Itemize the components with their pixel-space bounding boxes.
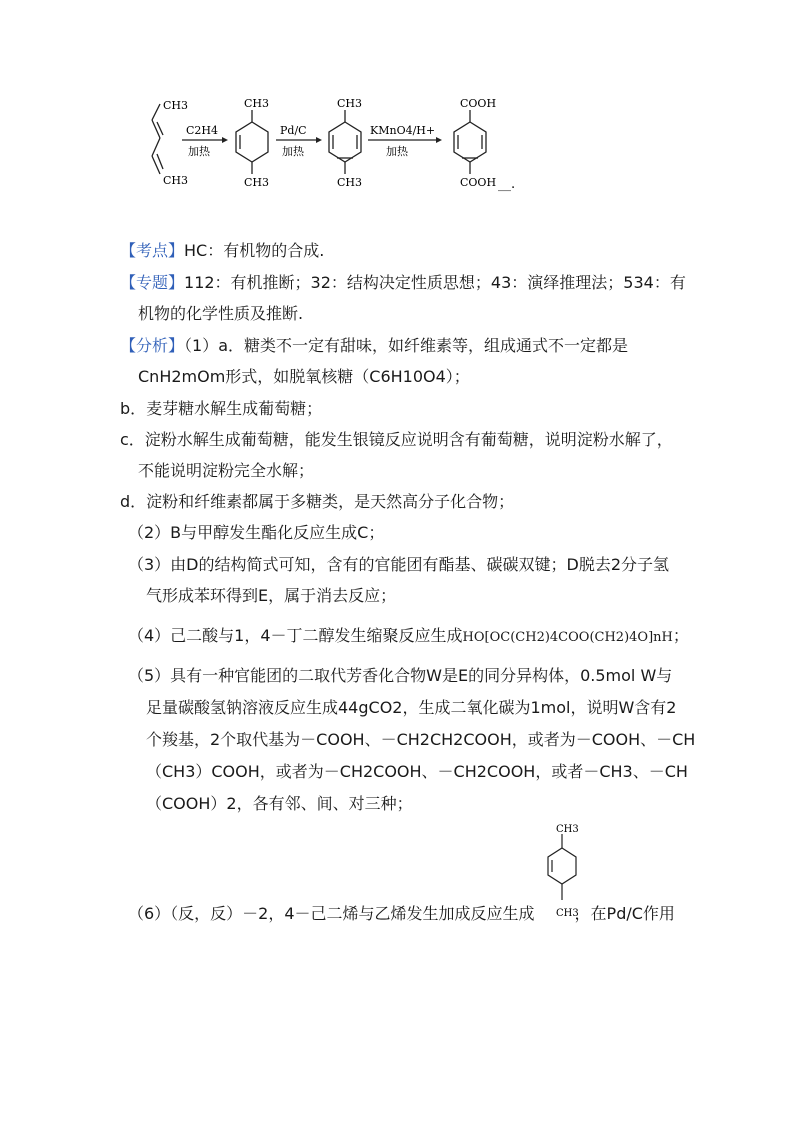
fenxi-p6-line [128, 903, 675, 925]
fenxi-tag: 【分析】 [120, 336, 185, 355]
arrow3-condition: 加热 [386, 145, 408, 158]
arrow3-reagent: KMnO4/H+ [370, 124, 436, 137]
scheme-end: __. [498, 177, 516, 192]
fenxi-line-a1 [120, 335, 628, 357]
polymer-formula: HO[OC(CH2)4COO(CH2)4O]nH [462, 630, 673, 645]
kaodian-text: HC：有机物的合成. [184, 241, 325, 260]
p6-mol-bottom-label: CH3 [556, 908, 579, 919]
kaodian-line [120, 240, 324, 262]
molecule-p-xylene [329, 110, 361, 174]
m2-bottom-label: CH3 [244, 176, 270, 189]
reaction-scheme [130, 92, 540, 202]
zhuanti-tag: 【专题】 [120, 273, 185, 292]
fenxi-d: d．淀粉和纤维素都属于多糖类，是天然高分子化合物； [120, 492, 515, 511]
fenxi-c2: 不能说明淀粉完全水解； [138, 461, 315, 480]
arrow2-condition: 加热 [282, 145, 304, 158]
molecule-cyclohexene [236, 110, 268, 174]
fenxi-p3b: 气形成苯环得到E，属于消去反应； [146, 586, 397, 605]
arrow1-reagent: C2H4 [186, 124, 219, 137]
fenxi-p3a: （3）由D的结构简式可知，含有的官能团有酯基、碳碳双键；D脱去2分子氢 [128, 555, 670, 574]
arrow1-condition: 加热 [188, 145, 210, 158]
p6-mol-top-label: CH3 [556, 824, 579, 835]
molecule-terephthalic-acid [454, 110, 486, 174]
m2-top-label: CH3 [244, 97, 270, 110]
fenxi-p5e: （COOH）2，各有邻、间、对三种； [146, 794, 413, 813]
zhuanti-text1: 112：有机推断；32：结构决定性质思想；43：演绎推理法；534：有 [184, 273, 686, 292]
m3-bottom-label: CH3 [337, 176, 363, 189]
m4-bottom-label: COOH [460, 176, 497, 189]
arrow2-reagent: Pd/C [280, 124, 307, 137]
m1-bottom-label: CH3 [163, 174, 189, 187]
fenxi-p2: （2）B与甲醇发生酯化反应生成C； [128, 523, 385, 542]
m1-top-label: CH3 [163, 99, 189, 112]
fenxi-c1: c．淀粉水解生成葡萄糖，能发生银镜反应说明含有葡萄糖，说明淀粉水解了， [120, 430, 673, 449]
fenxi-p5b: 足量碳酸氢钠溶液反应生成44gCO2，生成二氧化碳为1mol，说明W含有2 [146, 698, 677, 717]
fenxi-p5d: （CH3）COOH，或者为－CH2COOH、－CH2COOH，或者－CH3、－CH [146, 762, 688, 781]
molecule-hexadiene [152, 104, 163, 174]
kaodian-tag: 【考点】 [120, 241, 185, 260]
zhuanti-line2: 机物的化学性质及推断. [138, 304, 304, 323]
fenxi-a1: （1）a．糖类不一定有甜味，如纤维素等，组成通式不一定都是 [184, 336, 629, 355]
fenxi-p4-line [128, 625, 689, 649]
fenxi-p6-end: ，在Pd/C作用 [574, 904, 675, 923]
zhuanti-line1 [120, 272, 686, 294]
m3-top-label: CH3 [337, 97, 363, 110]
fenxi-b: b．麦芽糖水解生成葡萄糖； [120, 399, 323, 418]
fenxi-p5c: 个羧基，2个取代基为－COOH、－CH2CH2COOH，或者为－COOH、－CH [146, 730, 696, 749]
m4-top-label: COOH [460, 97, 497, 110]
molecule-cyclohexene-small [540, 822, 590, 922]
fenxi-p6: （6）（反，反）－2，4－己二烯与乙烯发生加成反应生成 [128, 904, 535, 923]
fenxi-a2: CnH2mOm形式，如脱氧核糖（C6H10O4）； [138, 367, 470, 386]
fenxi-p4: （4）己二酸与1，4－丁二醇发生缩聚反应生成 [128, 626, 463, 645]
fenxi-p5a: （5）具有一种官能团的二取代芳香化合物W是E的同分异构体，0.5mol W与 [128, 666, 673, 685]
fenxi-p4-end: ； [672, 626, 689, 645]
